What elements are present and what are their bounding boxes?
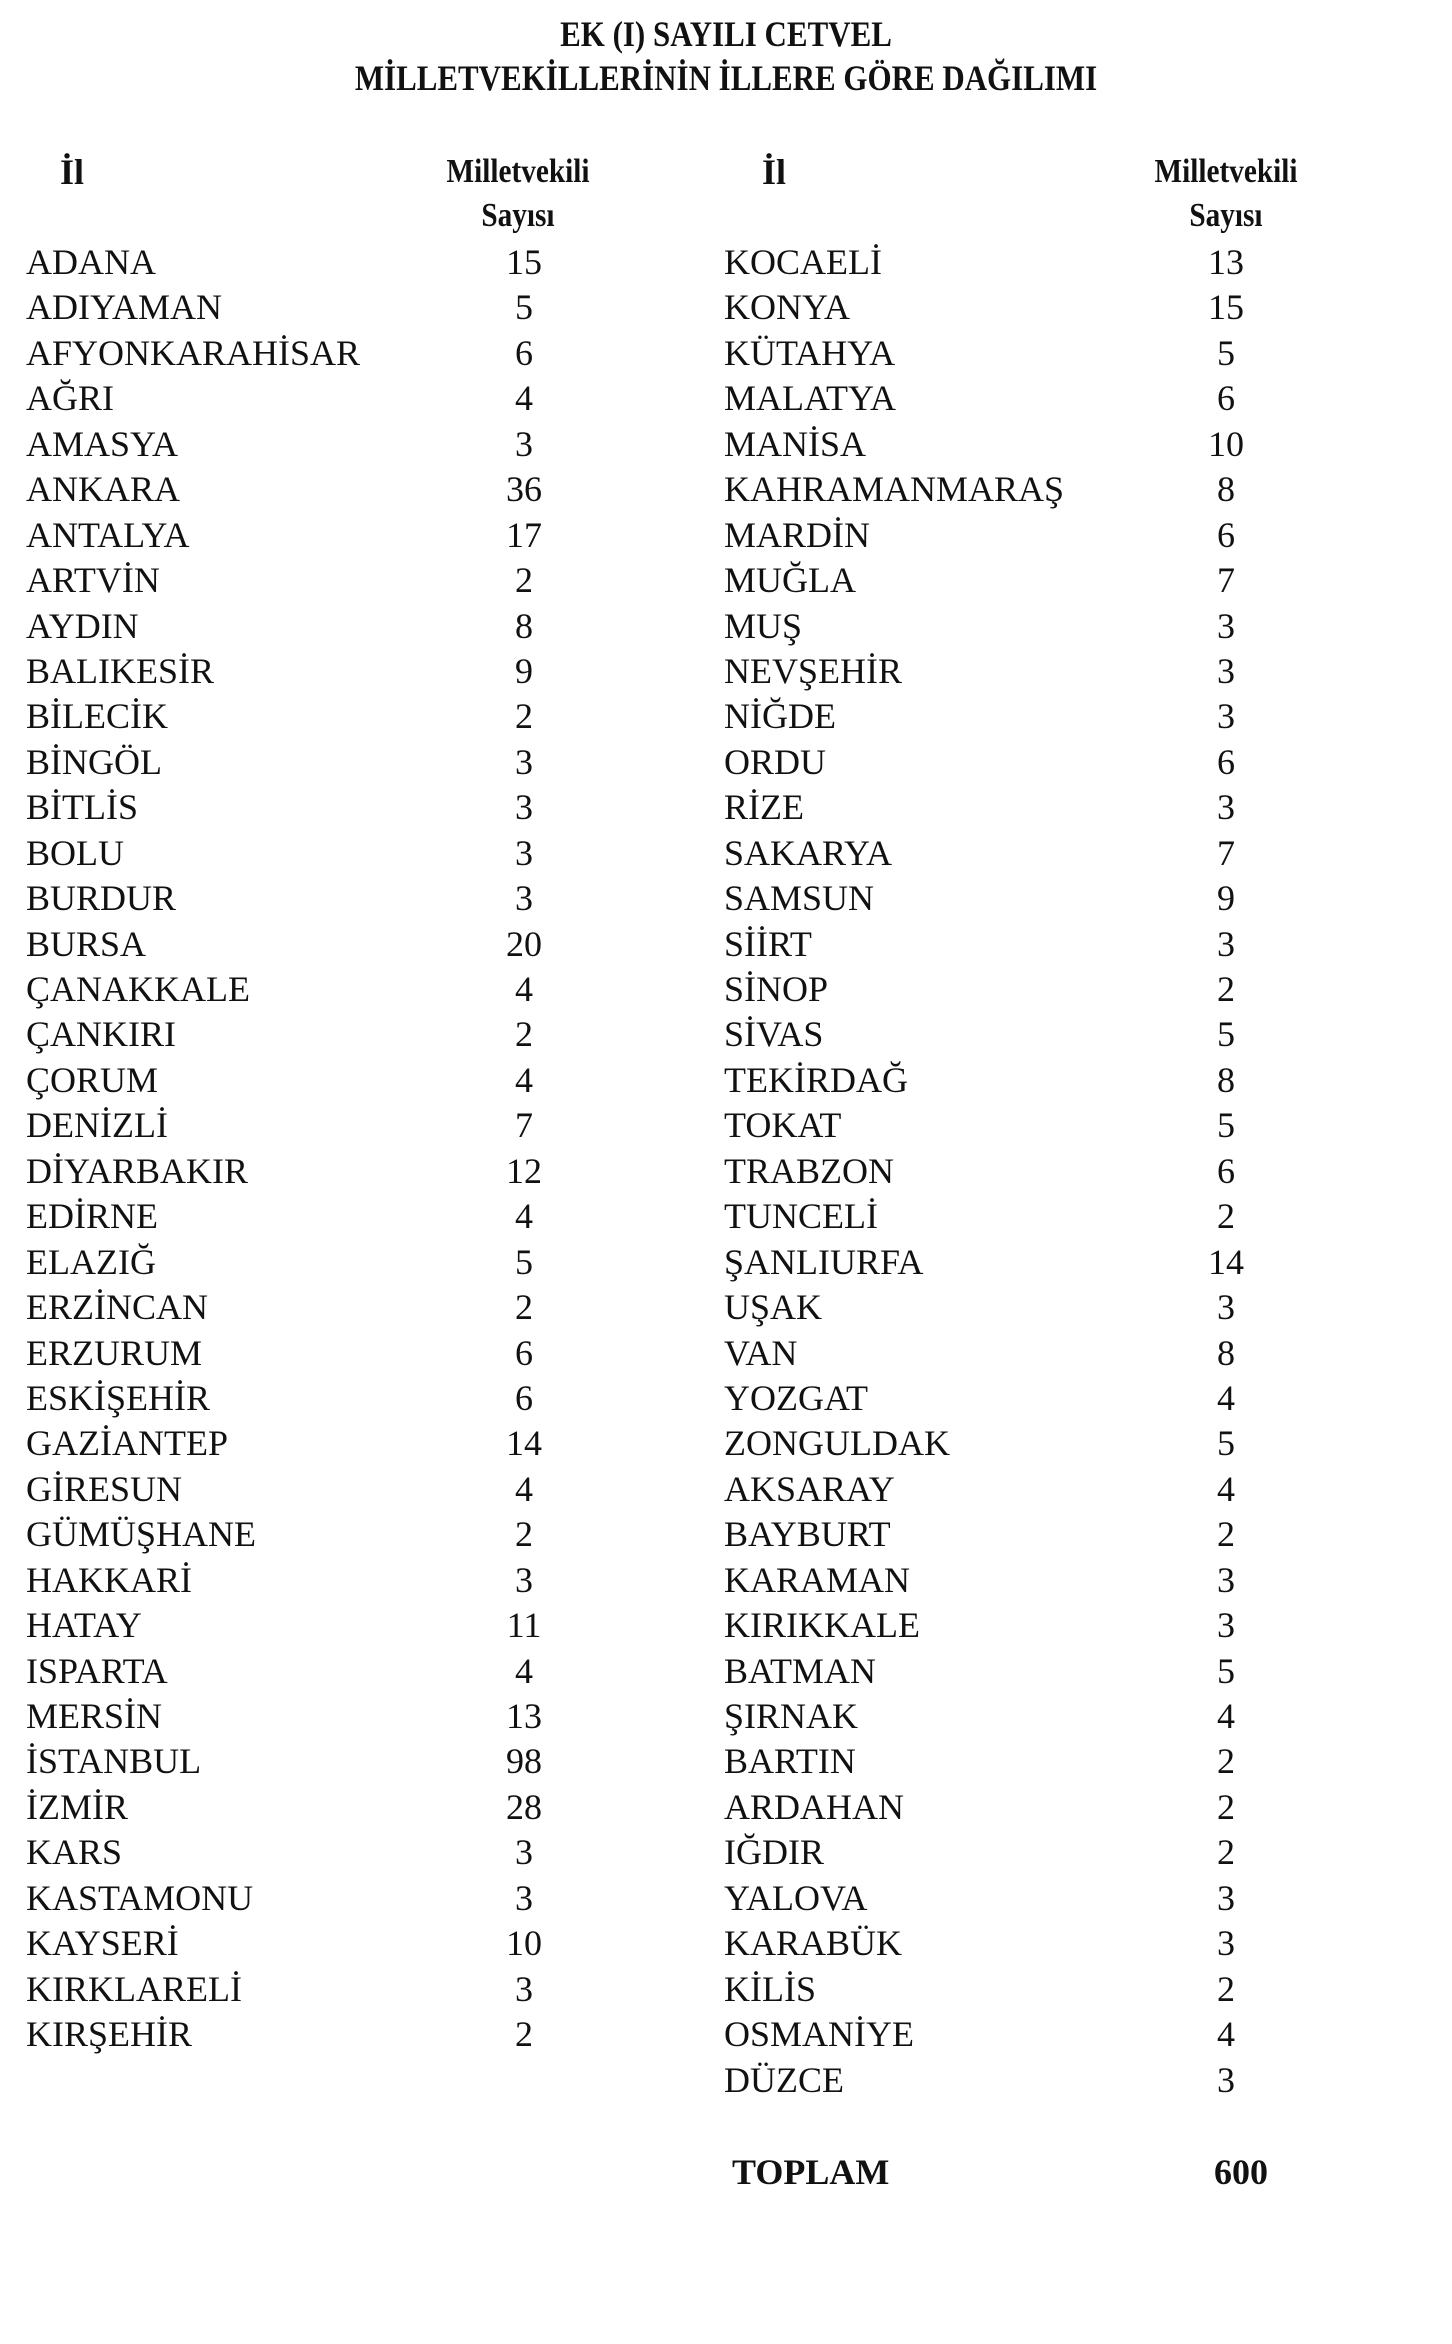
province-name: ŞANLIURFA: [724, 1241, 924, 1282]
mp-count: 3: [515, 832, 533, 873]
province-row: [724, 1240, 1364, 1285]
province-name: İSTANBUL: [26, 1741, 202, 1782]
right-count-header-line2: Sayısı: [1189, 197, 1263, 234]
province-name: TEKİRDAĞ: [724, 1059, 908, 1100]
province-name: MUĞLA: [724, 560, 856, 601]
province-name: ANKARA: [26, 469, 181, 510]
province-row: [26, 1830, 626, 1875]
province-row: [724, 467, 1364, 512]
mp-count: 11: [506, 1605, 542, 1646]
province-row: [26, 2012, 626, 2057]
mp-count: 6: [1217, 378, 1235, 419]
province-row: [724, 1830, 1364, 1875]
mp-count: 4: [515, 378, 533, 419]
province-name: SAMSUN: [724, 878, 875, 919]
province-name: KIRKLARELİ: [26, 1968, 242, 2009]
province-name: KİLİS: [724, 1968, 816, 2009]
province-row: [724, 1694, 1364, 1739]
province-name: ÇANKIRI: [26, 1014, 176, 1055]
province-name: NEVŞEHİR: [724, 650, 902, 691]
province-row: [26, 922, 626, 967]
mp-count: 5: [1217, 1105, 1235, 1146]
province-name: KIRŞEHİR: [26, 2014, 193, 2055]
province-row: [724, 1967, 1364, 2012]
mp-count: 4: [515, 1059, 533, 1100]
province-row: [26, 967, 626, 1012]
mp-count: 15: [506, 242, 542, 282]
province-name: HAKKARİ: [26, 1559, 192, 1600]
mp-count: 14: [1208, 1241, 1244, 1282]
province-row: [724, 831, 1364, 876]
province-name: KARAMAN: [724, 1559, 911, 1600]
province-name: BİTLİS: [26, 787, 138, 828]
mp-count: 3: [515, 878, 533, 919]
mp-count: 6: [515, 1377, 533, 1418]
province-row: [26, 558, 626, 603]
province-row: [724, 2058, 1364, 2103]
mp-count: 3: [1217, 1605, 1235, 1646]
province-row: [26, 785, 626, 830]
province-name: BOLU: [26, 832, 124, 873]
province-name: SİVAS: [724, 1014, 824, 1055]
mp-count: 3: [1217, 787, 1235, 828]
province-row: [724, 1194, 1364, 1239]
mp-count: 4: [1217, 1377, 1235, 1418]
mp-count: 4: [1217, 2014, 1235, 2055]
province-name: BAYBURT: [724, 1514, 891, 1555]
province-name: TOKAT: [724, 1105, 842, 1146]
province-row: [724, 240, 1364, 285]
province-row: [26, 513, 626, 558]
province-name: ISPARTA: [26, 1650, 168, 1691]
province-name: BALIKESİR: [26, 650, 214, 691]
province-row: [724, 694, 1364, 739]
province-name: MANİSA: [724, 423, 867, 464]
left-count-header-line1: Milletvekili: [446, 153, 590, 190]
mp-count: 7: [1217, 560, 1235, 601]
province-row: [724, 1058, 1364, 1103]
province-name: DENİZLİ: [26, 1105, 168, 1146]
province-row: [724, 1331, 1364, 1376]
province-name: SİİRT: [724, 923, 812, 964]
province-row: [26, 467, 626, 512]
province-name: ESKİŞEHİR: [26, 1377, 211, 1418]
mp-count: 3: [515, 741, 533, 782]
mp-count: 4: [515, 1196, 533, 1237]
mp-count: 5: [1217, 332, 1235, 373]
province-row: [26, 1467, 626, 1512]
province-row: [26, 376, 626, 421]
province-row: [26, 1649, 626, 1694]
mp-count: 6: [515, 1332, 533, 1373]
province-row: [26, 1194, 626, 1239]
province-row: [724, 1739, 1364, 1784]
province-name: ARDAHAN: [724, 1786, 904, 1827]
province-name: RİZE: [724, 787, 804, 828]
province-name: MARDİN: [724, 514, 871, 555]
province-row: [26, 285, 626, 330]
mp-count: 2: [515, 696, 533, 737]
mp-count: 3: [515, 1832, 533, 1873]
province-name: KOCAELİ: [724, 242, 882, 282]
province-name: MUŞ: [724, 605, 803, 646]
mp-count: 8: [1217, 1332, 1235, 1373]
mp-count: 6: [1217, 1150, 1235, 1191]
province-row: [26, 422, 626, 467]
mp-count: 2: [1217, 1786, 1235, 1827]
province-row: [724, 1012, 1364, 1057]
province-row: [724, 513, 1364, 558]
province-name: EDİRNE: [26, 1196, 158, 1237]
province-row: [26, 1785, 626, 1830]
mp-count: 9: [1217, 878, 1235, 919]
mp-count: 10: [506, 1923, 542, 1964]
mp-count: 3: [515, 1968, 533, 2009]
province-row: [26, 1694, 626, 1739]
province-name: MERSİN: [26, 1696, 163, 1736]
mp-count: 7: [515, 1105, 533, 1146]
province-row: [724, 649, 1364, 694]
province-row: [724, 1467, 1364, 1512]
province-row: [26, 694, 626, 739]
province-name: YOZGAT: [724, 1377, 868, 1418]
province-row: [26, 240, 626, 285]
mp-count: 4: [515, 969, 533, 1009]
province-name: NİĞDE: [724, 696, 836, 737]
province-name: TUNCELİ: [724, 1196, 878, 1237]
mp-count: 13: [506, 1696, 542, 1736]
province-row: [26, 1376, 626, 1421]
mp-count: 3: [1217, 1877, 1235, 1918]
province-name: KAHRAMANMARAŞ: [724, 469, 1065, 510]
province-row: [26, 1603, 626, 1648]
province-name: İZMİR: [26, 1786, 128, 1827]
mp-count: 2: [1217, 969, 1235, 1009]
province-row: [724, 558, 1364, 603]
mp-count: 3: [1217, 2059, 1235, 2100]
mp-count: 6: [515, 332, 533, 373]
mp-count: 4: [515, 1468, 533, 1509]
mp-count: 2: [1217, 1741, 1235, 1782]
province-name: DÜZCE: [724, 2059, 844, 2100]
province-name: YALOVA: [724, 1877, 868, 1918]
province-name: KIRIKKALE: [724, 1605, 920, 1646]
mp-count: 5: [515, 1241, 533, 1282]
province-row: [26, 1058, 626, 1103]
mp-count: 3: [1217, 1559, 1235, 1600]
province-name: BURSA: [26, 923, 147, 964]
province-name: UŞAK: [724, 1287, 823, 1328]
province-row: [724, 422, 1364, 467]
mp-count: 98: [506, 1741, 542, 1782]
province-row: [26, 604, 626, 649]
province-row: [26, 1285, 626, 1330]
province-name: BİLECİK: [26, 696, 168, 737]
province-name: AĞRI: [26, 378, 114, 419]
mp-count: 8: [1217, 469, 1235, 510]
province-row: [26, 1967, 626, 2012]
mp-count: 2: [515, 2014, 533, 2055]
total-label: TOPLAM: [732, 2152, 890, 2192]
province-name: SAKARYA: [724, 832, 893, 873]
province-row: [724, 1285, 1364, 1330]
document-title: EK (I) SAYILI CETVEL: [560, 14, 892, 54]
province-name: OSMANİYE: [724, 2014, 915, 2055]
mp-count: 36: [506, 469, 542, 510]
province-row: [26, 1103, 626, 1148]
province-name: AFYONKARAHİSAR: [26, 332, 361, 373]
province-row: [724, 1558, 1364, 1603]
mp-count: 5: [1217, 1014, 1235, 1055]
province-name: KAYSERİ: [26, 1923, 179, 1964]
province-name: VAN: [724, 1332, 798, 1373]
province-row: [724, 1103, 1364, 1148]
province-name: IĞDIR: [724, 1832, 824, 1873]
province-name: ŞIRNAK: [724, 1696, 859, 1736]
mp-count: 15: [1208, 287, 1244, 328]
mp-count: 8: [515, 605, 533, 646]
province-name: GİRESUN: [26, 1468, 183, 1509]
province-name: KONYA: [724, 287, 850, 328]
province-name: TRABZON: [724, 1150, 894, 1191]
province-name: ADIYAMAN: [26, 287, 222, 328]
mp-count: 3: [1217, 605, 1235, 646]
province-name: ORDU: [724, 741, 827, 782]
mp-count: 5: [515, 287, 533, 328]
mp-count: 4: [515, 1650, 533, 1691]
province-name: HATAY: [26, 1605, 142, 1646]
total-value: 600: [1214, 2152, 1268, 2192]
mp-count: 2: [1217, 1514, 1235, 1555]
province-name: SİNOP: [724, 969, 829, 1009]
province-row: [26, 649, 626, 694]
province-name: ERZİNCAN: [26, 1287, 208, 1328]
right-province-list: [724, 240, 1364, 2103]
province-name: KARS: [26, 1832, 123, 1873]
mp-count: 28: [506, 1786, 542, 1827]
mp-count: 4: [1217, 1696, 1235, 1736]
province-name: KASTAMONU: [26, 1877, 254, 1918]
province-name: ELAZIĞ: [26, 1241, 156, 1282]
province-row: [724, 1376, 1364, 1421]
province-row: [26, 1876, 626, 1921]
province-name: DİYARBAKIR: [26, 1150, 249, 1191]
right-count-header: [1114, 150, 1338, 238]
mp-count: 3: [515, 1877, 533, 1918]
province-row: [724, 1785, 1364, 1830]
mp-count: 7: [1217, 832, 1235, 873]
province-row: [724, 1603, 1364, 1648]
mp-count: 3: [1217, 923, 1235, 964]
province-name: ADANA: [26, 242, 156, 282]
mp-count: 14: [506, 1423, 542, 1464]
province-name: ÇORUM: [26, 1059, 159, 1100]
mp-count: 2: [515, 1014, 533, 1055]
province-row: [724, 331, 1364, 376]
province-row: [724, 740, 1364, 785]
province-name: ARTVİN: [26, 560, 160, 601]
province-row: [26, 831, 626, 876]
mp-count: 17: [506, 514, 542, 555]
mp-count: 12: [506, 1150, 542, 1191]
province-name: AMASYA: [26, 423, 179, 464]
province-row: [26, 1739, 626, 1784]
mp-count: 5: [1217, 1650, 1235, 1691]
mp-count: 20: [506, 923, 542, 964]
province-row: [26, 331, 626, 376]
mp-count: 13: [1208, 242, 1244, 282]
province-row: [724, 922, 1364, 967]
mp-count: 3: [1217, 650, 1235, 691]
province-name: KÜTAHYA: [724, 332, 896, 373]
mp-count: 2: [1217, 1832, 1235, 1873]
province-row: [26, 1512, 626, 1557]
mp-count: 2: [515, 1287, 533, 1328]
left-count-header-line2: Sayısı: [481, 197, 555, 234]
province-row: [26, 1558, 626, 1603]
mp-count: 2: [1217, 1968, 1235, 2009]
province-name: BARTIN: [724, 1741, 856, 1782]
province-name: BATMAN: [724, 1650, 877, 1691]
province-row: [724, 285, 1364, 330]
mp-count: 2: [515, 560, 533, 601]
right-province-header: İl: [762, 152, 787, 192]
province-row: [724, 1649, 1364, 1694]
mp-count: 3: [1217, 1287, 1235, 1328]
province-row: [724, 785, 1364, 830]
mp-count: 9: [515, 650, 533, 691]
province-row: [724, 2012, 1364, 2057]
province-row: [724, 1512, 1364, 1557]
province-row: [724, 1149, 1364, 1194]
province-name: GAZİANTEP: [26, 1423, 228, 1464]
province-row: [26, 1421, 626, 1466]
mp-count: 5: [1217, 1423, 1235, 1464]
province-row: [724, 967, 1364, 1012]
province-row: [724, 1921, 1364, 1966]
province-row: [724, 876, 1364, 921]
mp-count: 2: [1217, 1196, 1235, 1237]
mp-count: 3: [515, 1559, 533, 1600]
mp-count: 8: [1217, 1059, 1235, 1100]
mp-count: 6: [1217, 514, 1235, 555]
province-row: [724, 604, 1364, 649]
province-name: KARABÜK: [724, 1923, 903, 1964]
province-name: AKSARAY: [724, 1468, 895, 1509]
left-province-list: [26, 240, 626, 2058]
province-name: BURDUR: [26, 878, 177, 919]
province-row: [724, 1421, 1364, 1466]
province-row: [26, 876, 626, 921]
province-name: ZONGULDAK: [724, 1423, 950, 1464]
mp-count: 10: [1208, 423, 1244, 464]
left-province-header: İl: [60, 152, 85, 192]
left-count-header: [406, 150, 630, 238]
province-name: GÜMÜŞHANE: [26, 1514, 257, 1555]
province-row: [724, 376, 1364, 421]
right-count-header-line1: Milletvekili: [1154, 153, 1298, 190]
document-subtitle: MİLLETVEKİLLERİNİN İLLERE GÖRE DAĞILIMI: [354, 58, 1098, 98]
province-row: [26, 740, 626, 785]
province-name: BİNGÖL: [26, 741, 162, 782]
province-row: [724, 1876, 1364, 1921]
mp-count: 3: [515, 423, 533, 464]
province-name: MALATYA: [724, 378, 897, 419]
mp-count: 2: [515, 1514, 533, 1555]
province-row: [26, 1331, 626, 1376]
province-name: ERZURUM: [26, 1332, 203, 1373]
province-row: [26, 1012, 626, 1057]
mp-count: 4: [1217, 1468, 1235, 1509]
mp-count: 3: [1217, 696, 1235, 737]
province-row: [26, 1149, 626, 1194]
province-row: [26, 1240, 626, 1285]
province-name: ANTALYA: [26, 514, 190, 555]
province-row: [26, 1921, 626, 1966]
province-name: AYDIN: [26, 605, 139, 646]
mp-count: 6: [1217, 741, 1235, 782]
mp-count: 3: [1217, 1923, 1235, 1964]
province-name: ÇANAKKALE: [26, 969, 250, 1009]
mp-count: 3: [515, 787, 533, 828]
